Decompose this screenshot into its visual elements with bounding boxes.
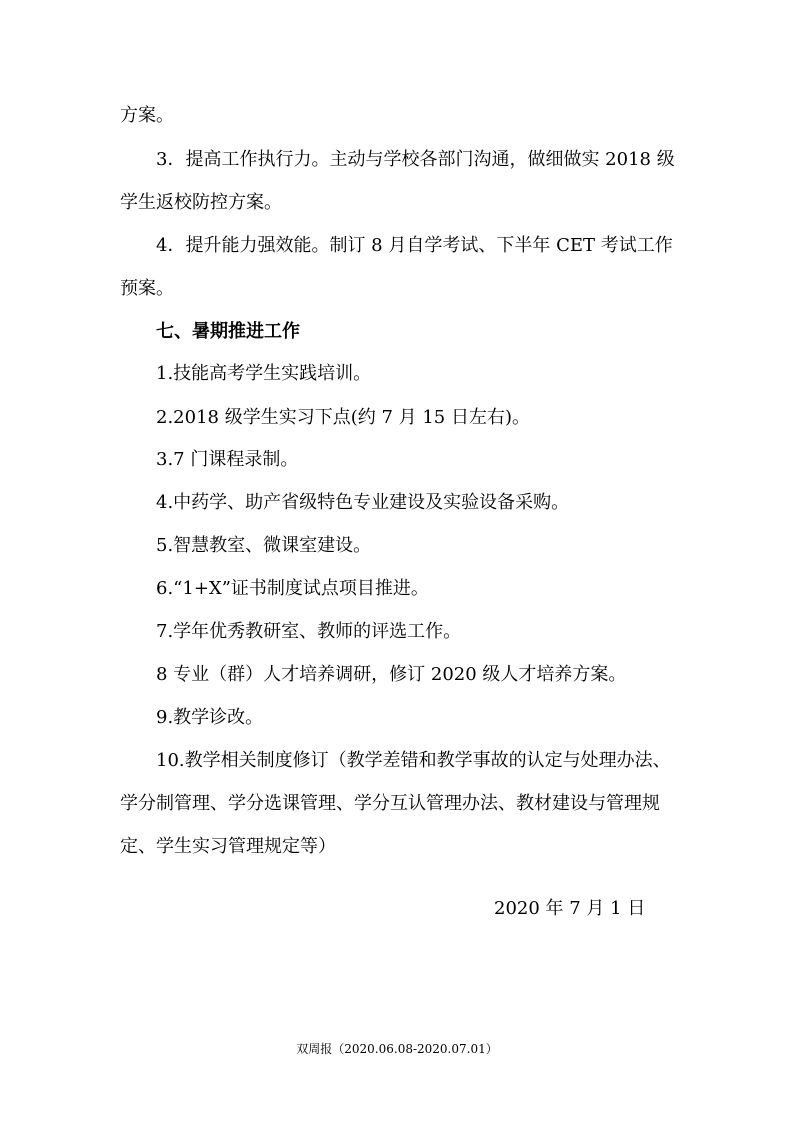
list-item: 8 专业（群）人才培养调研，修订 2020 级人才培养方案。 [156, 664, 627, 685]
document-date: 2020 年 7 月 1 日 [494, 898, 646, 919]
paragraph-line: 4．提升能力强效能。制订 8 月自学考试、下半年 CET 考试工作 [156, 235, 673, 256]
list-item: 7.学年优秀教研室、教师的评选工作。 [156, 621, 462, 642]
section-heading: 七、暑期推进工作 [156, 321, 300, 342]
list-item: 9.教学诊改。 [156, 707, 264, 728]
list-item-continuation: 学分制管理、学分选课管理、学分互认管理办法、教材建设与管理规 [120, 793, 660, 814]
list-item: 3.7 门课程录制。 [156, 449, 299, 470]
list-item: 4.中药学、助产省级特色专业建设及实验设备采购。 [156, 492, 570, 513]
paragraph-line: 预案。 [120, 278, 174, 299]
list-item: 2.2018 级学生实习下点(约 7 月 15 日左右)。 [156, 407, 530, 428]
list-item: 1.技能高考学生实践培训。 [156, 363, 372, 384]
list-item: 10.教学相关制度修订（教学差错和教学事故的认定与处理办法、 [156, 750, 671, 771]
paragraph-line: 方案。 [120, 105, 174, 126]
list-item: 6.“1+X”证书制度试点项目推进。 [156, 578, 429, 599]
paragraph-line: 3．提高工作执行力。主动与学校各部门沟通，做细做实 2018 级 [156, 149, 675, 170]
list-item: 5.智慧教室、微课室建设。 [156, 535, 372, 556]
page-footer: 双周报（2020.06.08-2020.07.01） [296, 1042, 498, 1056]
paragraph-line: 学生返校防控方案。 [120, 192, 282, 213]
list-item-continuation: 定、学生实习管理规定等） [120, 836, 336, 857]
